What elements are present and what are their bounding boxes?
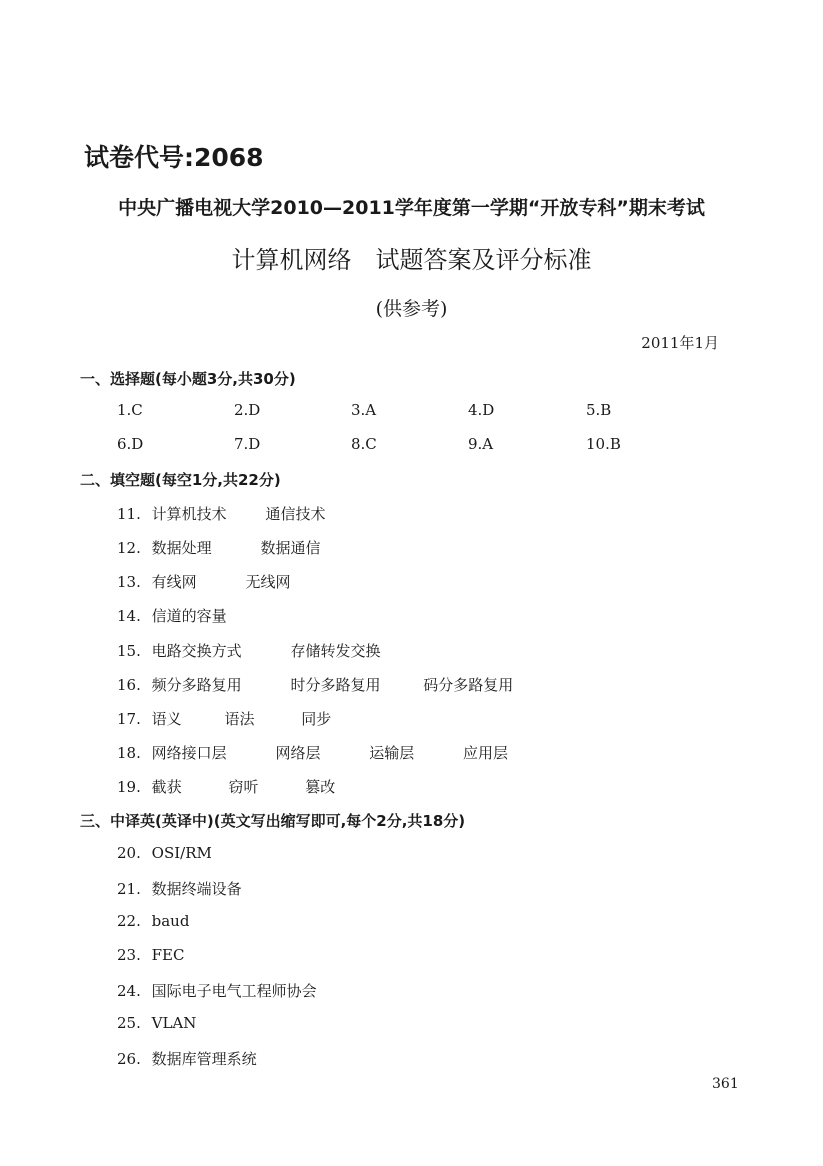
answer-item: 运输层 [369, 744, 415, 762]
answer-item: 篡改 [305, 778, 336, 796]
answer-item: VLAN [151, 1014, 197, 1032]
fill-row-13 [117, 571, 290, 592]
question-number: 14. [117, 607, 141, 625]
answer-item: 计算机技术 [151, 505, 227, 523]
translate-row-24 [117, 980, 317, 1001]
question-number: 18. [117, 744, 141, 762]
answer-item: 电路交换方式 [151, 642, 242, 660]
answer-item: 语法 [224, 710, 255, 728]
translate-row-22 [117, 912, 189, 930]
question-number: 19. [117, 778, 141, 796]
translate-row-25 [117, 1014, 196, 1032]
answer-item: 数据通信 [260, 539, 321, 557]
question-number: 21. [117, 880, 141, 898]
translate-row-21 [117, 878, 242, 899]
question-number: 11. [117, 505, 141, 523]
question-number: 22. [117, 912, 141, 930]
exam-code: 试卷代号:2068 [84, 143, 264, 172]
choice-answer: 10.B [586, 435, 621, 453]
fill-row-11 [117, 503, 325, 524]
answer-item: FEC [151, 946, 185, 964]
section-heading-choice: 一、选择题(每小题3分,共30分) [80, 370, 296, 388]
fill-row-15 [117, 640, 380, 661]
choice-answer: 5.B [586, 401, 612, 419]
question-number: 20. [117, 844, 141, 862]
question-number: 17. [117, 710, 141, 728]
answer-item: 数据终端设备 [151, 880, 242, 898]
choice-answer: 4.D [468, 401, 495, 419]
answer-item: 有线网 [151, 573, 197, 591]
question-number: 16. [117, 676, 141, 694]
fill-row-12 [117, 537, 320, 558]
answer-item: 网络层 [275, 744, 321, 762]
section-heading-translate: 三、中译英(英译中)(英文写出缩写即可,每个2分,共18分) [80, 812, 466, 830]
question-number: 13. [117, 573, 141, 591]
answer-item: 数据处理 [151, 539, 212, 557]
answer-item: 应用层 [463, 744, 509, 762]
fill-row-16 [117, 674, 513, 695]
question-number: 24. [117, 982, 141, 1000]
question-number: 23. [117, 946, 141, 964]
question-number: 15. [117, 642, 141, 660]
answer-item: 通信技术 [265, 505, 326, 523]
question-number: 25. [117, 1014, 141, 1032]
section-heading-fill: 二、填空题(每空1分,共22分) [80, 471, 281, 489]
choice-answer: 2.D [234, 401, 261, 419]
choice-answer: 6.D [117, 435, 144, 453]
answer-item: baud [151, 912, 190, 930]
answer-item: 语义 [151, 710, 182, 728]
answer-item: 窃听 [228, 778, 259, 796]
fill-row-18 [117, 742, 508, 763]
answer-item: 数据库管理系统 [151, 1050, 257, 1068]
answer-item: 信道的容量 [151, 607, 227, 625]
reference-note: (供参考) [375, 298, 448, 320]
answer-item: 存储转发交换 [290, 642, 381, 660]
fill-row-14 [117, 605, 227, 626]
exam-date: 2011年1月 [641, 334, 719, 352]
answer-item: 同步 [301, 710, 332, 728]
answer-item: 码分多路复用 [423, 676, 514, 694]
question-number: 12. [117, 539, 141, 557]
answer-item: 截获 [151, 778, 182, 796]
page-number: 361 [712, 1076, 739, 1092]
choice-answer: 3.A [351, 401, 377, 419]
answer-item: 频分多路复用 [151, 676, 242, 694]
answer-item: OSI/RM [151, 844, 212, 862]
page-title: 计算机网络 试题答案及评分标准 [231, 246, 592, 274]
answer-item: 无线网 [245, 573, 291, 591]
answer-item: 国际电子电气工程师协会 [151, 982, 317, 1000]
translate-row-26 [117, 1048, 257, 1069]
answer-item: 时分多路复用 [290, 676, 381, 694]
choice-answer: 1.C [117, 401, 143, 419]
translate-row-20 [117, 844, 212, 862]
choice-answer: 9.A [468, 435, 494, 453]
choice-answer: 8.C [351, 435, 377, 453]
fill-row-19 [117, 776, 335, 797]
choice-answer: 7.D [234, 435, 261, 453]
answer-item: 网络接口层 [151, 744, 227, 762]
exam-university-line: 中央广播电视大学2010—2011学年度第一学期“开放专科”期末考试 [118, 197, 705, 219]
question-number: 26. [117, 1050, 141, 1068]
fill-row-17 [117, 708, 331, 729]
translate-row-23 [117, 946, 184, 964]
